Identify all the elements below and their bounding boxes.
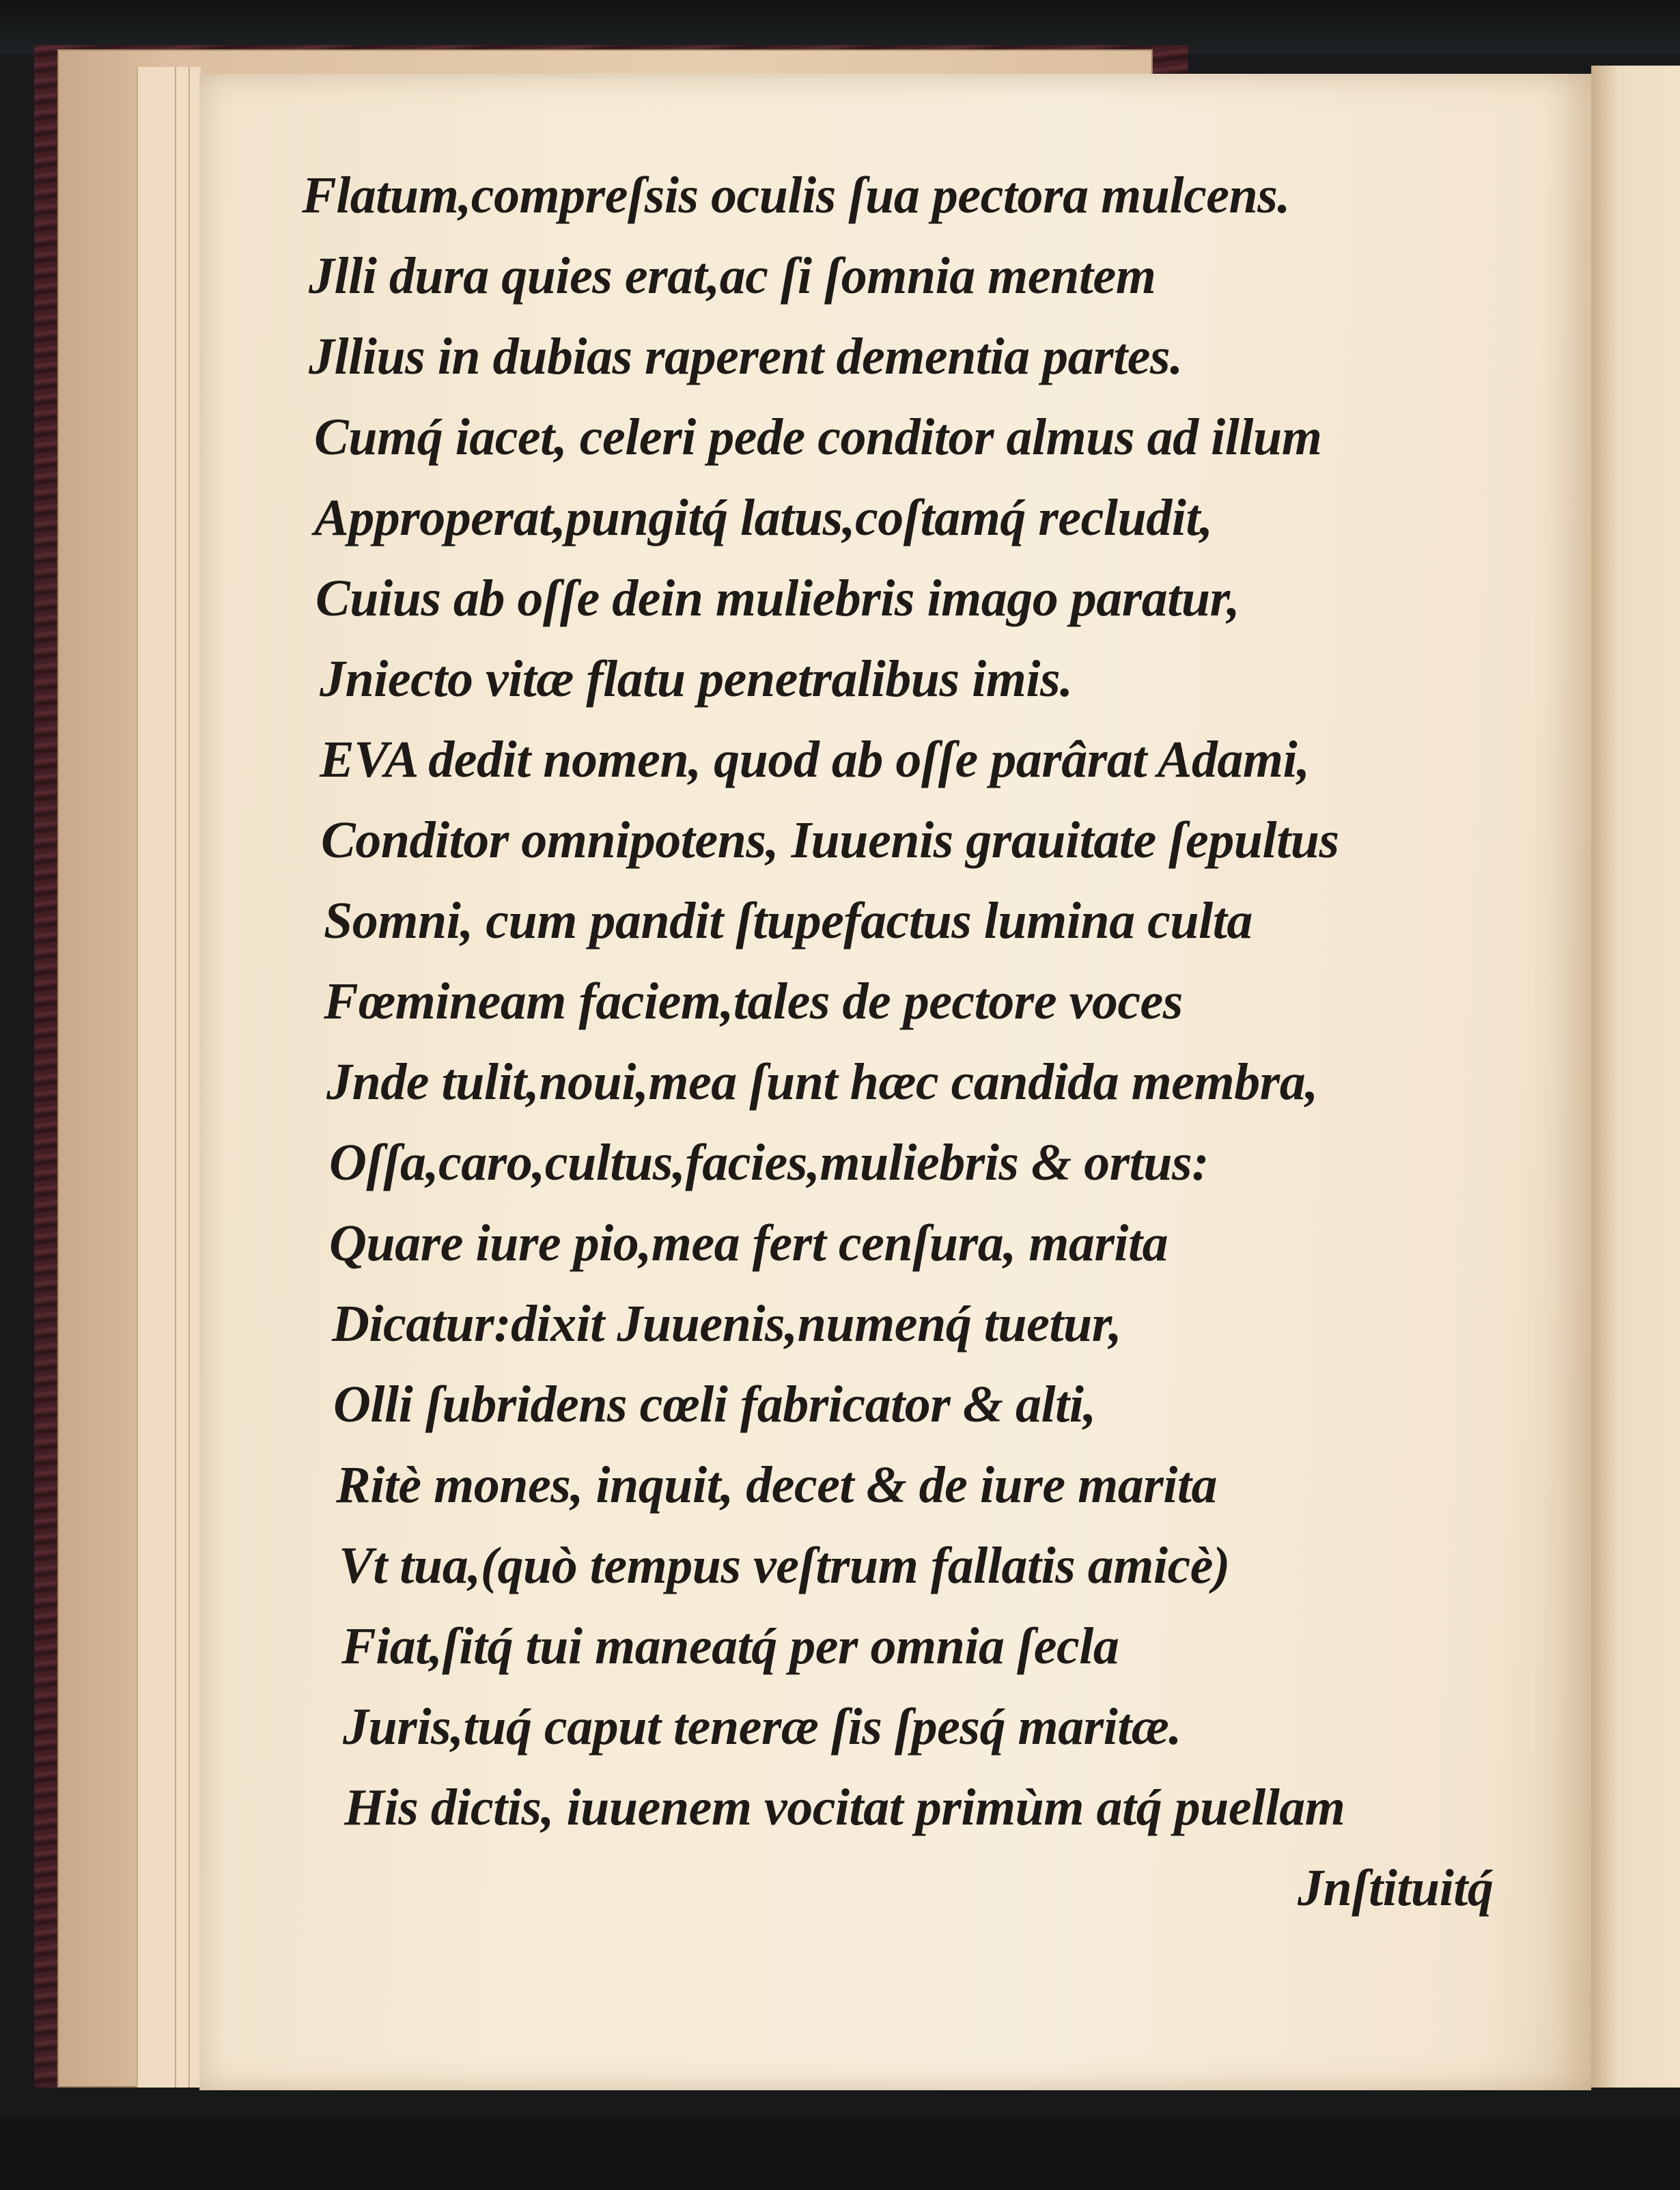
verse-line: Jniecto vitæ flatu penetralibus imis. (320, 650, 1073, 708)
scan-background-bottom (0, 2118, 1680, 2190)
verse-line: Jlli dura quies erat,ac ſi ſomnia mentem (309, 247, 1156, 305)
verse-line: Flatum,compreſsis oculis ſua pectora mulcens. (302, 167, 1290, 224)
verse-line: Oſſa,caro,cultus,facies,muliebris & ortus: (329, 1134, 1209, 1191)
verse-line: Juris,tuq́ caput teneræ ſis ſpesq́ maritæ. (343, 1698, 1181, 1756)
verse-line: Jnde tulit,noui,mea ſunt hæc candida membra, (326, 1053, 1318, 1111)
verse-line: Somni, cum pandit ſtupefactus lumina culta (324, 892, 1252, 950)
verse-line: Dicatur:dixit Juuenis,numenq́ tuetur, (332, 1295, 1122, 1353)
leaf-edge-1 (137, 67, 180, 2088)
book-page (199, 74, 1591, 2090)
facing-page-edge (1591, 66, 1680, 2088)
verse-line: Ritè mones, inquit, decet & de iure marita (336, 1456, 1217, 1514)
verse-line: Quare iure pio,mea fert cenſura, marita (329, 1215, 1168, 1272)
verse-line: EVA dedit nomen, quod ab oſſe parârat Adami, (320, 731, 1310, 788)
verse-line: Fiat,ſitq́ tui maneatq́ per omnia ſecla (341, 1618, 1119, 1675)
verse-line: Approperat,pungitq́ latus,coſtamq́ recludit, (314, 489, 1213, 546)
catchword: Jnſtituitq́ (1298, 1859, 1494, 1917)
verse-line: Olli ſubridens cœli fabricator & alti, (333, 1376, 1096, 1433)
verse-line: Conditor omnipotens, Iuuenis grauitate ſepultus (321, 812, 1339, 869)
verse-line: His dictis, iuuenem vocitat primùm atq́ puellam (344, 1779, 1345, 1836)
verse-line: Jllius in dubias raperent dementia partes. (309, 328, 1183, 385)
verse-line: Fœmineam faciem,tales de pectore voces (324, 973, 1183, 1030)
verse-line: Vt tua,(quò tempus veſtrum fallatis amicè) (339, 1537, 1230, 1594)
verse-line: Cumq́ iacet, celeri pede conditor almus ad illum (314, 408, 1322, 466)
verse-line: Cuius ab oſſe dein muliebris imago paratur, (316, 570, 1240, 627)
